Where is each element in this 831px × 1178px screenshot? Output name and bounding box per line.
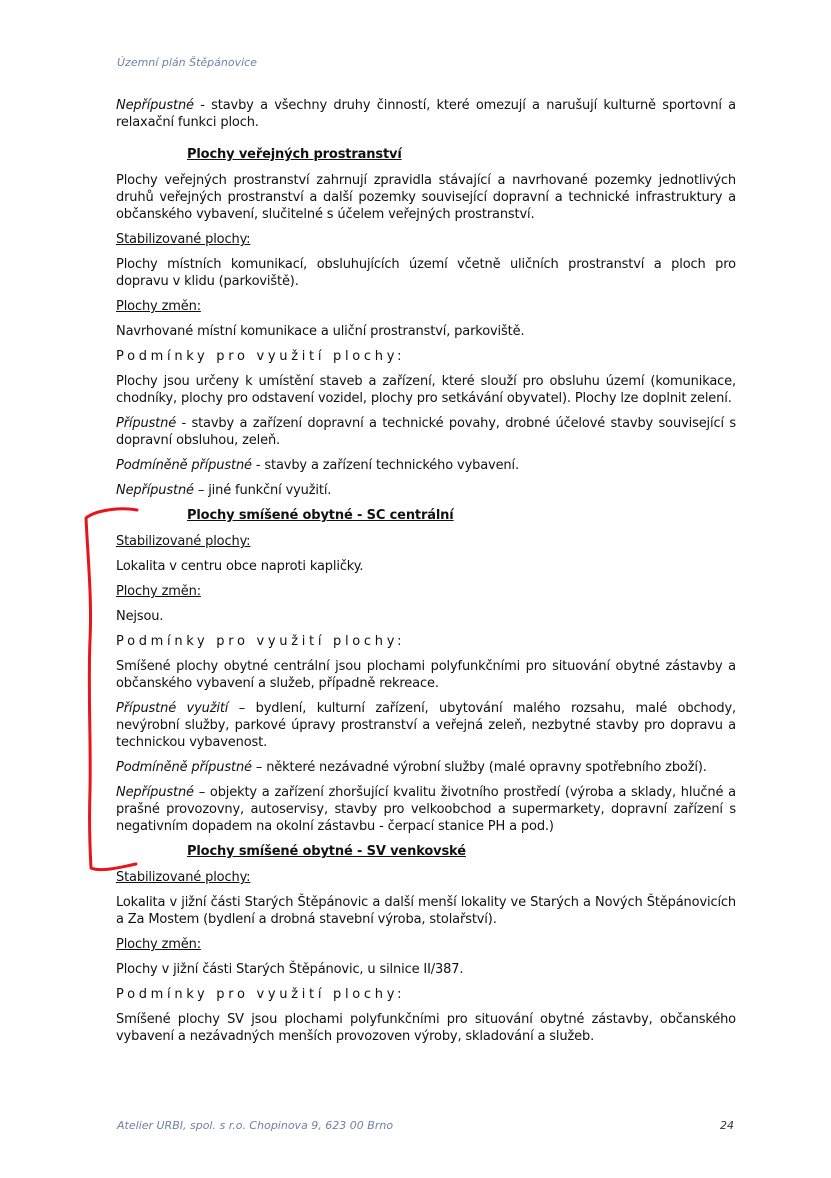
section2-forbidden-text: – objekty a zařízení zhoršující kvalitu životního prostředí (výroba a sklady, hlučné a prašné provozovny, autoservisy, stavby pro velkoobchod a supermarkety, dopravní zařízení s negativním dopadem na okolní zástavbu - čerpací stanice PH a pod.) bbox=[116, 785, 736, 834]
section2-forbidden bbox=[116, 784, 736, 835]
section3-conditions-label: Podmínky pro využití plochy: bbox=[116, 987, 406, 1002]
section1-conditions-label: Podmínky pro využití plochy: bbox=[116, 349, 406, 364]
section2-conditional bbox=[116, 759, 736, 776]
section2-conditions-label: Podmínky pro využití plochy: bbox=[116, 634, 406, 649]
intro-paragraph bbox=[116, 97, 736, 131]
intro-label: Nepřípustné bbox=[116, 98, 194, 113]
section1-permitted bbox=[116, 415, 736, 449]
section3-stabilized-text: Lokalita v jižní části Starých Štěpánovic a další menší lokality ve Starých a Nových Štěpánovicích a Za Mostem (bydlení a drobná stavební výroba, stolařství). bbox=[116, 895, 736, 927]
section1-stabilized-text: Plochy místních komunikací, obsluhujících území včetně uličních prostranství a ploch pro dopravu v klidu (parkoviště). bbox=[116, 257, 736, 289]
section1-description: Plochy veřejných prostranství zahrnují zpravidla stávající a navrhované pozemky jednotlivých druhů veřejných prostranství a další pozemky související dopravní a technické infrastruktury a občanského vybavení, slučitelné s účelem veřejných prostranství. bbox=[116, 173, 736, 222]
section2-changes-label: Plochy změn: bbox=[116, 584, 201, 599]
section1-changes-label: Plochy změn: bbox=[116, 299, 201, 314]
section-heading-sv-venkovske: Plochy smíšené obytné - SV venkovské bbox=[187, 844, 466, 859]
section2-conditional-text: – některé nezávadné výrobní služby (malé opravny spotřebního zboží). bbox=[251, 760, 707, 775]
section2-permitted bbox=[116, 700, 736, 751]
footer-company: Atelier URBI, spol. s r.o. Chopinova 9, 623 00 Brno bbox=[117, 1119, 394, 1132]
section3-changes-label: Plochy změn: bbox=[116, 937, 201, 952]
intro-text: - stavby a všechny druhy činností, které omezují a narušují kulturně sportovní a relaxační funkci ploch. bbox=[116, 98, 736, 130]
section1-changes-text: Navrhované místní komunikace a uliční prostranství, parkoviště. bbox=[116, 324, 525, 339]
section1-conditional bbox=[116, 457, 736, 474]
section1-forbidden-text: – jiné funkční využití. bbox=[193, 483, 332, 498]
section2-stabilized-text: Lokalita v centru obce naproti kapličky. bbox=[116, 559, 364, 574]
section2-forbidden-label: Nepřípustné bbox=[116, 785, 194, 800]
section2-changes-text: Nejsou. bbox=[116, 609, 164, 624]
section1-conditions-text: Plochy jsou určeny k umístění staveb a zařízení, které slouží pro obsluhu území (komunikace, chodníky, plochy pro odstavení vozidel, plochy pro setkávání obyvatel). Plochy lze doplnit zelení. bbox=[116, 374, 736, 406]
document-body bbox=[116, 97, 736, 1053]
section1-forbidden bbox=[116, 482, 736, 499]
section2-conditional-label: Podmíněně přípustné bbox=[116, 760, 252, 775]
section2-permitted-text: – bydlení, kulturní zařízení, ubytování malého rozsahu, malé obchody, nevýrobní služby, parkové úpravy prostranství a veřejná zeleň, nezbytné stavby pro dopravu a technickou vybavenost. bbox=[116, 701, 737, 750]
page-number: 24 bbox=[720, 1119, 734, 1132]
section1-stabilized-label: Stabilizované plochy: bbox=[116, 232, 251, 247]
section3-stabilized-label: Stabilizované plochy: bbox=[116, 870, 251, 885]
section1-permitted-label: Přípustné bbox=[116, 416, 177, 431]
section2-permitted-label: Přípustné využití bbox=[116, 701, 229, 716]
section-heading-sc-centralni: Plochy smíšené obytné - SC centrální bbox=[187, 508, 454, 523]
section1-permitted-text: - stavby a zařízení dopravní a technické povahy, drobné účelové stavby související s dopravní obsluhou, zeleň. bbox=[116, 416, 736, 448]
page-header: Územní plán Štěpánovice bbox=[117, 56, 257, 69]
section1-forbidden-label: Nepřípustné bbox=[116, 483, 194, 498]
section-heading-verejna-prostranstvi: Plochy veřejných prostranství bbox=[187, 147, 402, 162]
section3-changes-text: Plochy v jižní části Starých Štěpánovic, u silnice II/387. bbox=[116, 962, 464, 977]
section2-stabilized-label: Stabilizované plochy: bbox=[116, 534, 251, 549]
section1-conditional-text: - stavby a zařízení technického vybavení. bbox=[251, 458, 519, 473]
section2-conditions-text: Smíšené plochy obytné centrální jsou plochami polyfunkčními pro situování obytné zástavby a občanského vybavení a služeb, případně rekreace. bbox=[116, 659, 736, 691]
section3-conditions-text: Smíšené plochy SV jsou plochami polyfunkčními pro situování obytné zástavby, občanského vybavení a nezávadných menších provozoven výroby, skladování a služeb. bbox=[116, 1012, 736, 1044]
section1-conditional-label: Podmíněně přípustné bbox=[116, 458, 252, 473]
